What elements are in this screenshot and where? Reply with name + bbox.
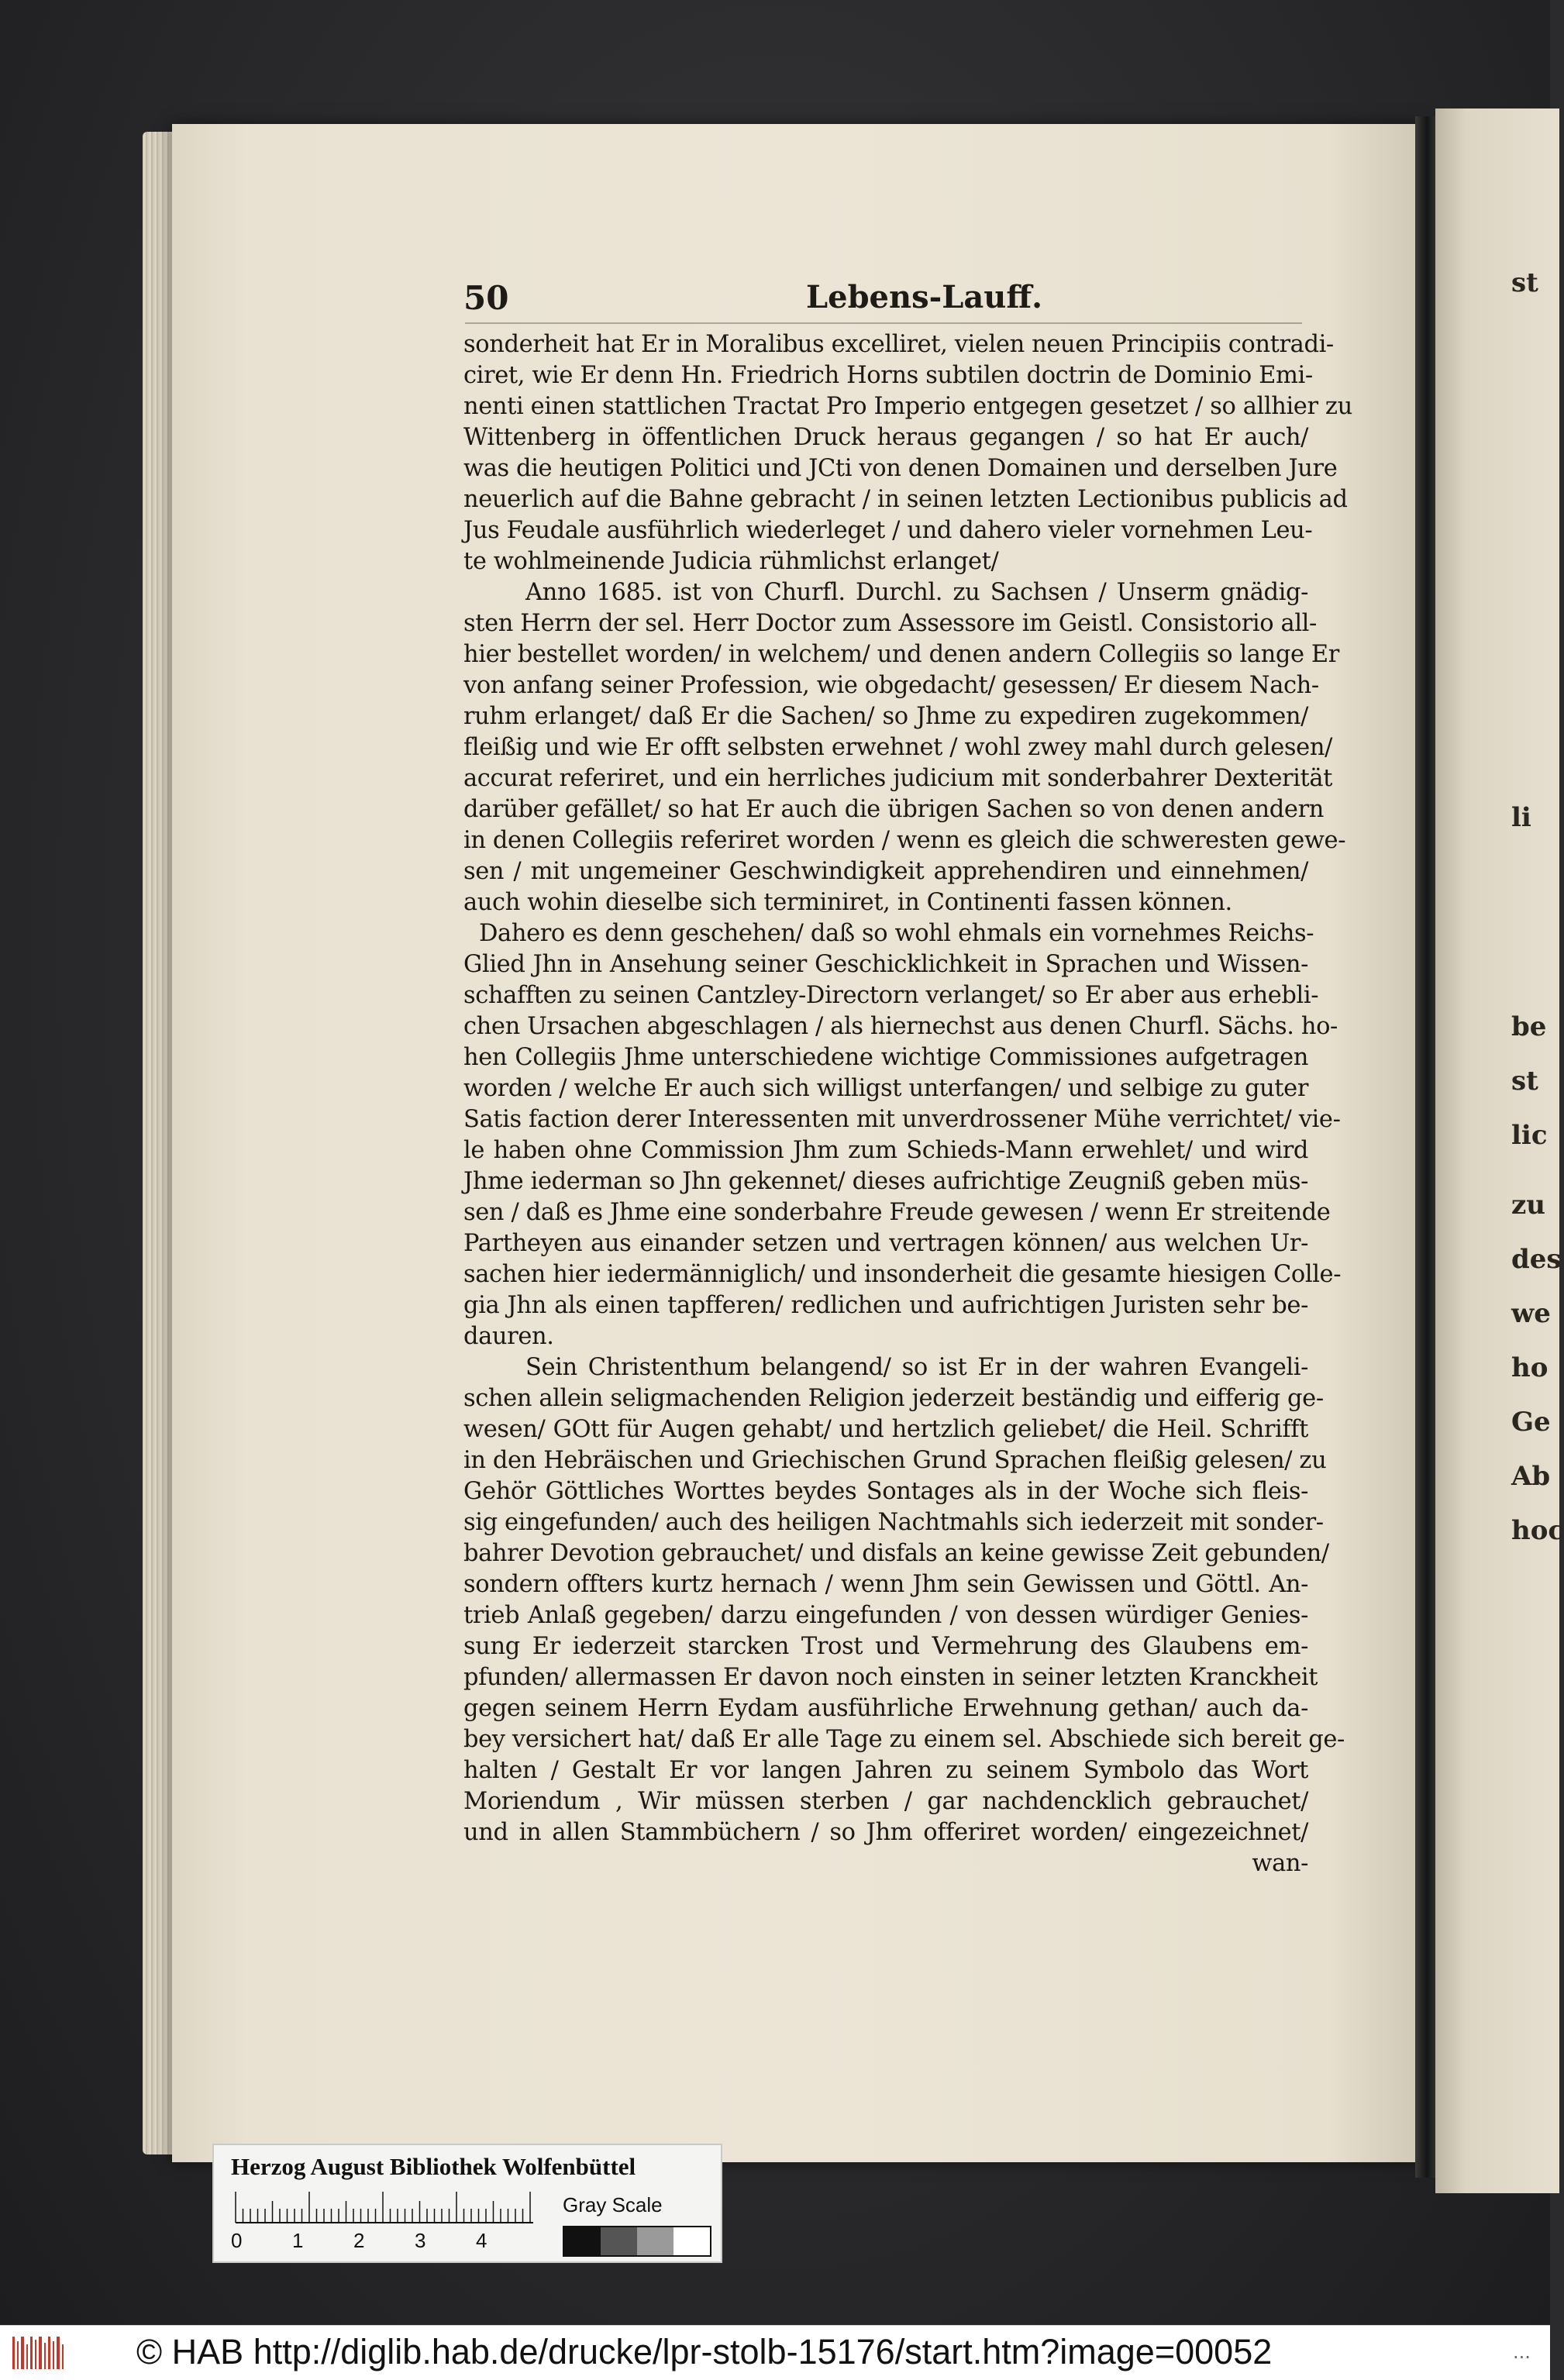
text-line: Partheyen aus einander setzen und vertragen können/ aus welchen Ur-: [463, 1230, 1308, 1257]
page-number: 50: [463, 279, 509, 317]
text-line: dauren.: [463, 1323, 554, 1350]
text-line: von anfang seiner Profession, wie obgedacht/ gesessen/ Er diesem Nach-: [463, 672, 1319, 699]
running-head: Lebens-Lauff.: [806, 279, 1043, 315]
text-line: Jus Feudale ausführlich wiederleget / und dahero vieler vornehmen Leu-: [463, 517, 1313, 544]
text-line: sen / mit ungemeiner Geschwindigkeit apprehendiren und einnehmen/: [463, 858, 1308, 885]
text-line: sen / daß es Jhme eine sonderbahre Freude gewesen / wenn Er streitende: [463, 1199, 1331, 1226]
text-line: Dahero es denn geschehen/ daß so wohl ehmals ein vornehmes Reichs-: [479, 920, 1314, 947]
footer-bar: [0, 2325, 1550, 2380]
next-page-fragment: Ge: [1511, 1407, 1551, 1438]
ruler-number: 3: [415, 2229, 426, 2252]
ruler-number: 4: [476, 2229, 487, 2252]
text-line: Wittenberg in öffentlichen Druck heraus gegangen / so hat Er auch/: [463, 424, 1308, 451]
text-line: bahrer Devotion gebrauchet/ und disfals an keine gewisse Zeit gebunden/: [463, 1540, 1329, 1567]
text-line: worden / welche Er auch sich willigst unterfangen/ und selbige zu guter: [463, 1075, 1308, 1102]
ruler-number: 1: [292, 2229, 304, 2252]
text-line: halten / Gestalt Er vor langen Jahren zu seinem Symbolo das Wort: [463, 1757, 1308, 1784]
text-line: schafften zu seinen Cantzley-Directorn verlanget/ so Er aber aus erhebli-: [463, 982, 1319, 1009]
grayscale-swatch: [601, 2227, 637, 2255]
text-line: Satis faction derer Interessenten mit unverdrossener Mühe verrichtet/ vie-: [463, 1106, 1341, 1133]
next-page-fragment: Ab: [1511, 1461, 1551, 1492]
more-icon[interactable]: ...: [1513, 2341, 1531, 2363]
ruler-scale: [229, 2189, 539, 2224]
ruler-number: 2: [353, 2229, 365, 2252]
text-line: chen Ursachen abgeschlagen / als hiernechst aus denen Churfl. Sächs. ho-: [463, 1013, 1338, 1040]
running-head-rule: [465, 322, 1302, 324]
text-line: sig eingefunden/ auch des heiligen Nachtmahls sich iederzeit mit sonder-: [463, 1509, 1324, 1536]
next-page-edge: [1435, 108, 1559, 2193]
text-line: Gehör Göttliches Worttes beydes Sontages als in der Woche sich fleis-: [463, 1478, 1308, 1505]
text-line: hen Collegiis Jhme unterschiedene wichtige Commissiones aufgetragen: [463, 1044, 1308, 1071]
next-page-fragment: hoc: [1511, 1515, 1564, 1546]
text-line: gia Jhn als einen tapfferen/ redlichen und aufrichtigen Juristen sehr be-: [463, 1292, 1308, 1319]
text-line: le haben ohne Commission Jhm zum Schieds-Mann erwehlet/ und wird: [463, 1137, 1308, 1164]
grayscale-swatch: [564, 2227, 601, 2255]
text-line: pfunden/ allermassen Er davon noch einsten in seiner letzten Kranckheit: [463, 1664, 1318, 1691]
grayscale-label: Gray Scale: [563, 2193, 663, 2216]
text-line: Jhme iederman so Jhn gekennet/ dieses aufrichtige Zeugniß geben müs-: [463, 1168, 1308, 1195]
text-line: schen allein seligmachenden Religion jederzeit beständig und eifferig ge-: [463, 1385, 1324, 1412]
color-card-title: Herzog August Bibliothek Wolfenbüttel: [231, 2153, 636, 2180]
page-stack-edge: [143, 132, 174, 2154]
text-line: gegen seinem Herrn Eydam ausführliche Erwehnung gethan/ auch da-: [463, 1695, 1308, 1722]
footer-link[interactable]: © HAB http://diglib.hab.de/drucke/lpr-stolb-15176/start.htm?image=00052: [136, 2332, 1273, 2371]
next-page-fragment: st: [1511, 267, 1538, 298]
body-text: [463, 329, 1352, 1879]
next-page-fragment: st: [1511, 1066, 1538, 1097]
text-line: ruhm erlanget/ daß Er die Sachen/ so Jhme zu expediren zugekommen/: [463, 703, 1308, 730]
barcode-icon: [11, 2334, 65, 2372]
text-line: in den Hebräischen und Griechischen Grund Sprachen fleißig gelesen/ zu: [463, 1447, 1327, 1474]
text-line: nenti einen stattlichen Tractat Pro Imperio entgegen gesetzet / so allhier zu: [463, 393, 1352, 420]
grayscale-swatch: [673, 2227, 710, 2255]
next-page-fragment: des: [1511, 1244, 1562, 1275]
text-line: sondern offters kurtz hernach / wenn Jhm sein Gewissen und Göttl. An-: [463, 1571, 1308, 1598]
next-page-fragment: li: [1511, 802, 1531, 833]
next-page-fragment: we: [1511, 1298, 1551, 1329]
text-line: neuerlich auf die Bahne gebracht / in seinen letzten Lectionibus publicis ad: [463, 486, 1348, 513]
text-line: ciret, wie Er denn Hn. Friedrich Horns subtilen doctrin de Dominio Emi-: [463, 362, 1313, 389]
grayscale-bar: [563, 2226, 711, 2257]
text-line: auch wohin dieselbe sich terminiret, in Continenti fassen können.: [463, 889, 1232, 916]
text-line: sachen hier iedermänniglich/ und insonderheit die gesamte hiesigen Colle-: [463, 1261, 1342, 1288]
next-page-fragment: be: [1511, 1011, 1547, 1042]
next-page-fragment: zu: [1511, 1190, 1546, 1221]
text-line: hier bestellet worden/ in welchem/ und denen andern Collegiis so lange Er: [463, 641, 1339, 668]
text-line: Glied Jhn in Ansehung seiner Geschicklichkeit in Sprachen und Wissen-: [463, 951, 1308, 978]
text-line: sung Er iederzeit starcken Trost und Vermehrung des Glaubens em-: [463, 1633, 1308, 1660]
text-line: accurat referiret, und ein herrliches judicium mit sonderbahrer Dexterität: [463, 765, 1333, 792]
text-line: darüber gefället/ so hat Er auch die übrigen Sachen so von denen andern: [463, 796, 1324, 823]
text-line: sonderheit hat Er in Moralibus excelliret, vielen neuen Principiis contradi-: [463, 331, 1334, 358]
text-line: wesen/ GOtt für Augen gehabt/ und hertzlich geliebet/ die Heil. Schrifft: [463, 1416, 1308, 1443]
text-line: Anno 1685. ist von Churfl. Durchl. zu Sachsen / Unserm gnädig-: [525, 579, 1308, 606]
next-page-fragment: lic: [1511, 1120, 1548, 1151]
text-line: te wohlmeinende Judicia rühmlichst erlanget/: [463, 548, 999, 575]
next-page-fragment: ho: [1511, 1352, 1548, 1383]
ruler-number: 0: [231, 2229, 243, 2252]
text-line: in denen Collegiis referiret worden / wenn es gleich die schweresten gewe-: [463, 827, 1346, 854]
color-card: [212, 2144, 722, 2263]
text-line: Sein Christenthum belangend/ so ist Er in der wahren Evangeli-: [525, 1354, 1308, 1381]
text-line: was die heutigen Politici und JCti von denen Domainen und derselben Jure: [463, 455, 1338, 482]
text-line: und in allen Stammbüchern / so Jhm offeriret worden/ eingezeichnet/: [463, 1819, 1308, 1846]
catchword: wan-: [1252, 1850, 1308, 1877]
text-line: fleißig und wie Er offt selbsten erwehnet / wohl zwey mahl durch gelesen/: [463, 734, 1332, 761]
text-line: trieb Anlaß gegeben/ darzu eingefunden / von dessen würdiger Genies-: [463, 1602, 1308, 1629]
text-line: sten Herrn der sel. Herr Doctor zum Assessore im Geistl. Consistorio all-: [463, 610, 1317, 637]
text-line: Moriendum , Wir müssen sterben / gar nachdencklich gebrauchet/: [463, 1788, 1308, 1815]
grayscale-swatch: [637, 2227, 673, 2255]
text-line: bey versichert hat/ daß Er alle Tage zu einem sel. Abschiede sich bereit ge-: [463, 1726, 1345, 1753]
